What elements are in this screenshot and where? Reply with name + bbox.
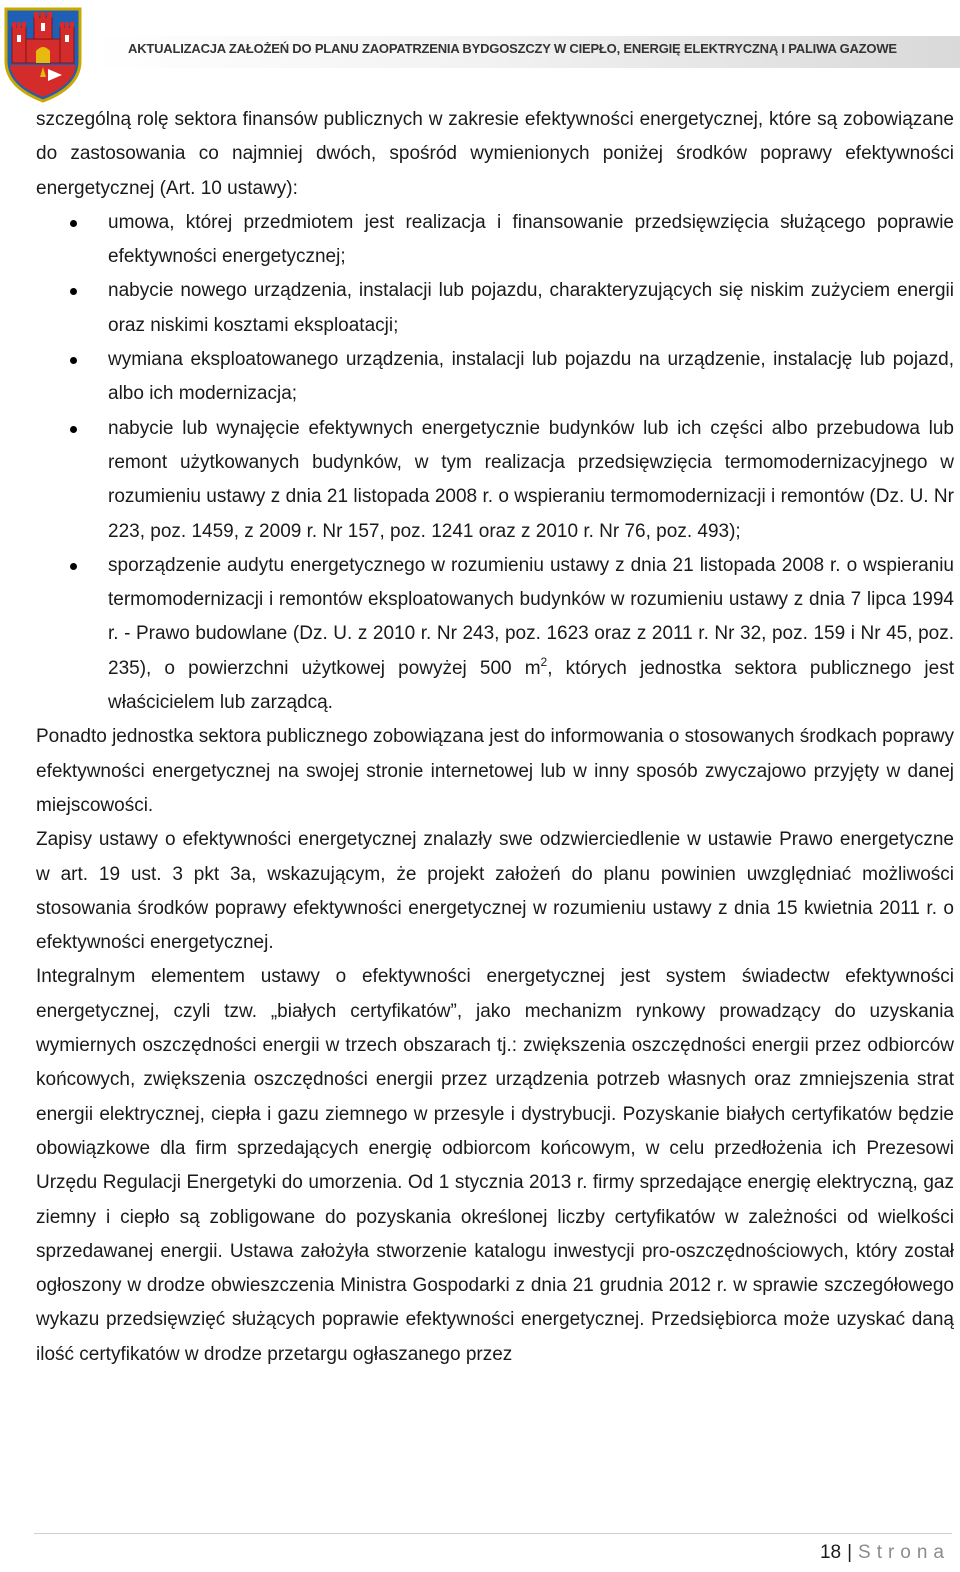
- bullet-icon: [70, 220, 77, 227]
- list-item: [36, 206, 954, 275]
- intro-paragraph: szczególną rolę sektora finansów publicznych w zakresie efektywności energetycznej, które są zobowiązane do zastosowania co najmniej dwóch, spośród wymienionych poniżej środków poprawy efektywności energetycznej (Art. 10 ustawy):: [36, 109, 954, 199]
- page-label: Strona: [858, 1542, 950, 1563]
- list-item: [36, 412, 954, 549]
- paragraph-informing: Ponadto jednostka sektora publicznego zobowiązana jest do informowania o stosowanych środkach poprawy efektywności energetycznej na swojej stronie internetowej lub w inny sposób zwyczajowo przyjęty w danej miejscowości.: [36, 726, 954, 816]
- page-number: 18: [819, 1542, 842, 1563]
- bullet-icon: [70, 357, 77, 364]
- list-item-text: umowa, której przedmiotem jest realizacja i finansowanie przedsięwzięcia służącego poprawie efektywności energetycznej;: [108, 211, 954, 268]
- list-item-text-part: , których jednostka sektora publicznego jest właścicielem lub zarządcą.: [108, 657, 954, 714]
- document-body: [36, 103, 954, 1372]
- measures-list: [36, 206, 954, 720]
- list-item: [36, 274, 954, 343]
- paragraph-white-certificates: Integralnym elementem ustawy o efektywności energetycznej jest system świadectw efektywności energetycznej, czyli tzw. „białych certyfikatów”, jako mechanizm rynkowy prowadzący do uzyskania wymiernych oszczędności energii w trzech obszarach tj.: zwiększenia oszczędności energii przez odbiorców końcowych, zwiększenia oszczędności energii przez urządzenia potrzeb własnych oraz zmniejszenia strat energii elektrycznej, ciepła i gazu ziemnego w przesyle i dystrybucji. Pozyskanie białych certyfikatów będzie obowiązkowe dla firm sprzedających energię odbiorcom końcowym, w celu przedłożenia ich Prezesowi Urzędu Regulacji Energetyki do umorzenia. Od 1 stycznia 2013 r. firmy sprzedające energię elektryczną, gaz ziemny i ciepło są zobligowane do pozyskania określonej liczby certyfikatów w zależności od wielkości sprzedawanej energii. Ustawa założyła stworzenie katalogu inwestycji pro-oszczędnościowych, który został ogłoszony w drodze obwieszczenia Ministra Gospodarki z dnia 21 grudnia 2012 r. w sprawie szczegółowego wykazu przedsięwzięć służących poprawie efektywności energetycznej. Przedsiębiorca może uzyskać daną ilość certyfikatów w drodze przetargu ogłaszanego przez: [36, 966, 954, 1365]
- paragraph-energy-law: Zapisy ustawy o efektywności energetycznej znalazły swe odzwierciedlenie w ustawie Prawo energetyczne w art. 19 ust. 3 pkt 3a, wskazującym, że projekt założeń do planu powinien uwzględniać możliwości stosowania środków poprawy efektywności energetycznej w rozumieniu ustawy z dnia 15 kwietnia 2011 r. o efektywności energetycznej.: [36, 829, 954, 954]
- list-item-text: nabycie nowego urządzenia, instalacji lub pojazdu, charakteryzujących się niskim zużyciem energii oraz niskimi kosztami eksploatacji;: [108, 280, 954, 336]
- footer-divider: [34, 1533, 952, 1534]
- page-header: [0, 0, 960, 106]
- list-item-text: nabycie lub wynajęcie efektywnych energetycznie budynków lub ich części albo przebudowa lub remont użytkowanych budynków, w tym realizacja przedsięwzięcia termomodernizacyjnego w rozumieniu ustawy z dnia 21 listopada 2008 r. o wspieraniu termomodernizacji i remontów (Dz. U. Nr 223, poz. 1459, z 2009 r. Nr 157, poz. 1241 oraz z 2010 r. Nr 76, poz. 493);: [108, 417, 954, 542]
- bullet-icon: [70, 563, 77, 570]
- bullet-icon: [70, 288, 77, 295]
- list-item: [36, 343, 954, 412]
- bullet-icon: [70, 426, 77, 433]
- footer-separator: |: [847, 1542, 853, 1563]
- list-item: [36, 549, 954, 720]
- list-item-text: wymiana eksploatowanego urządzenia, instalacji lub pojazdu na urządzenie, instalację lub pojazd, albo ich modernizacja;: [108, 349, 954, 405]
- superscript: 2: [540, 654, 548, 669]
- list-item-text-part: sporządzenie audytu energetycznego w rozumieniu ustawy z dnia 21 listopada 2008 r. o wspieraniu termomodernizacji i remontów eksploatowanych budynków w rozumieniu ustawy z dnia 7 lipca 1994 r. - Prawo budowlane (Dz. U. z 2010 r. Nr 243, poz. 1623 oraz z 2011 r. Nr 32, poz. 159 i Nr 45, poz. 235), o powierzchni użytkowej powyżej 500 m: [108, 554, 954, 679]
- page-footer: [820, 1542, 950, 1564]
- list-item-text: [108, 555, 954, 713]
- city-crest-icon: [2, 3, 84, 103]
- header-title: AKTUALIZACJA ZAŁOŻEŃ DO PLANU ZAOPATRZENIA BYDGOSZCZY W CIEPŁO, ENERGIĘ ELEKTRYCZNĄ I PALIWA GAZOWE: [128, 41, 897, 56]
